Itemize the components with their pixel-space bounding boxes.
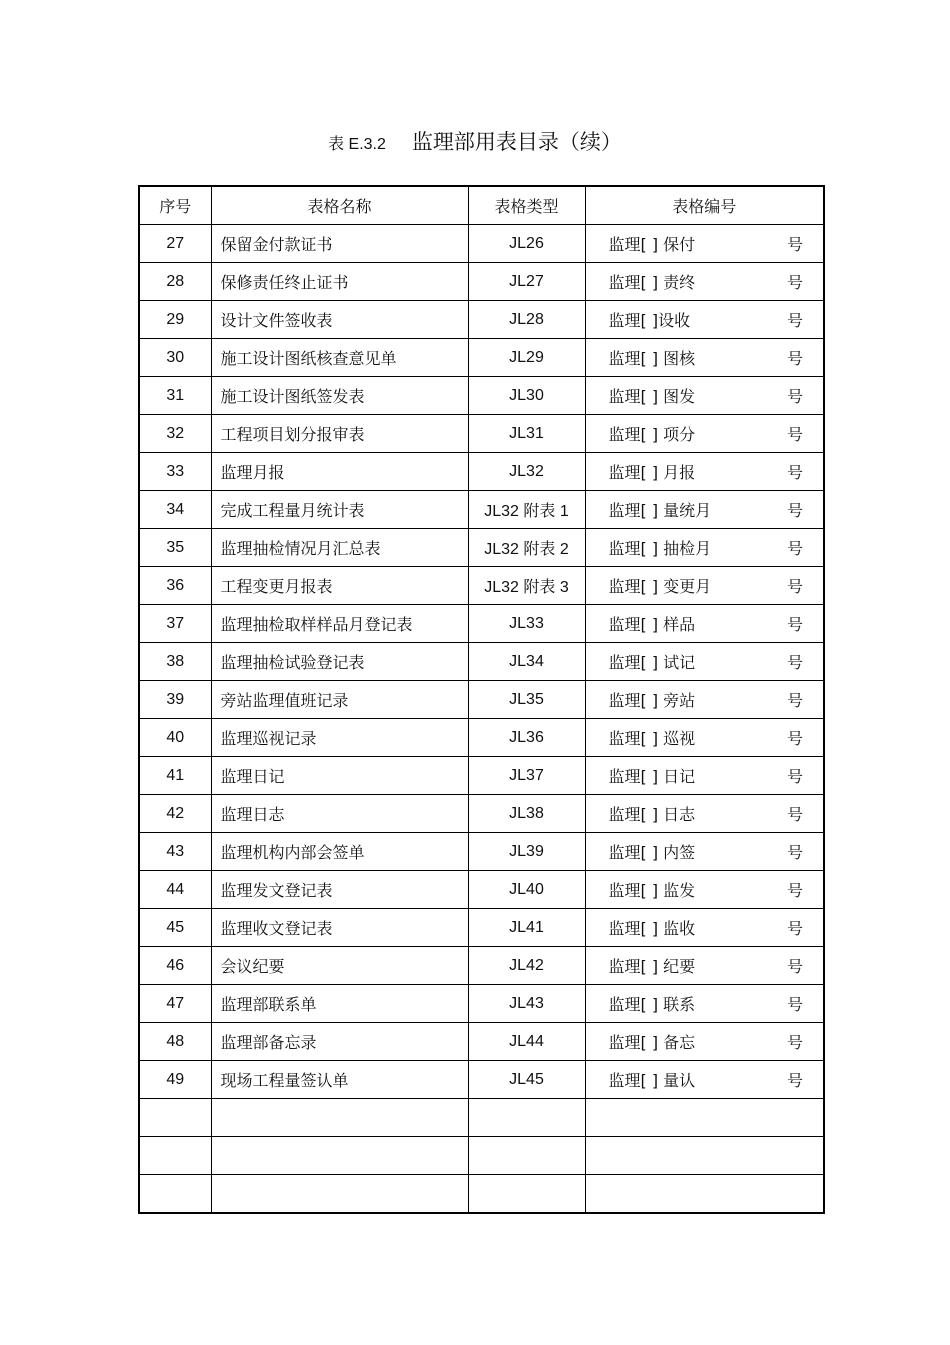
table-row: [139, 947, 824, 985]
row-form-code: 监理[ ] 内签: [608, 843, 696, 862]
row-serial-no: [139, 1175, 211, 1214]
row-form-code-cell: [585, 871, 824, 909]
table-row: [139, 1023, 824, 1061]
row-form-name: 工程变更月报表: [211, 567, 468, 605]
row-form-name: 监理收文登记表: [211, 909, 468, 947]
row-serial-no: 47: [139, 985, 211, 1023]
row-form-type: JL27: [468, 263, 585, 301]
form-catalog-table: [138, 185, 825, 1214]
row-number-suffix: 号: [786, 615, 803, 634]
table-row: [139, 567, 824, 605]
row-form-code: 监理[ ] 日记: [608, 767, 696, 786]
row-form-code-cell: [585, 947, 824, 985]
row-form-code-cell: [585, 491, 824, 529]
header-serial-no: 序号: [139, 186, 211, 225]
row-form-type: JL34: [468, 643, 585, 681]
row-form-code: 监理[ ] 监收: [608, 919, 696, 938]
row-form-name: 监理日志: [211, 795, 468, 833]
table-row: [139, 643, 824, 681]
row-form-code-cell: [585, 377, 824, 415]
row-serial-no: 31: [139, 377, 211, 415]
row-form-code: 监理[ ] 抽检月: [608, 539, 712, 558]
table-body: [139, 225, 824, 1214]
row-serial-no: 39: [139, 681, 211, 719]
row-form-code: 监理[ ] 旁站: [608, 691, 696, 710]
row-number-suffix: 号: [786, 425, 803, 444]
row-form-type: JL29: [468, 339, 585, 377]
row-serial-no: 48: [139, 1023, 211, 1061]
row-form-code: 监理[ ] 月报: [608, 463, 696, 482]
row-form-code: 监理[ ] 责终: [608, 273, 696, 292]
row-form-type: JL32 附表 3: [468, 567, 585, 605]
row-form-type: JL32 附表 2: [468, 529, 585, 567]
table-row: [139, 263, 824, 301]
table-row: [139, 757, 824, 795]
table-row: [139, 985, 824, 1023]
row-number-suffix: 号: [786, 1071, 803, 1090]
row-form-name: [211, 1099, 468, 1137]
row-form-code: 监理[ ] 监发: [608, 881, 696, 900]
row-number-suffix: 号: [786, 653, 803, 672]
row-form-name: 监理部联系单: [211, 985, 468, 1023]
row-form-code-cell: [585, 985, 824, 1023]
row-form-code: 监理[ ] 巡视: [608, 729, 696, 748]
row-form-code: 监理[ ] 日志: [608, 805, 696, 824]
table-row: [139, 795, 824, 833]
row-serial-no: 29: [139, 301, 211, 339]
row-form-code: 监理[ ] 保付: [608, 235, 696, 254]
row-form-name: 监理发文登记表: [211, 871, 468, 909]
row-number-suffix: 号: [786, 463, 803, 482]
row-serial-no: 41: [139, 757, 211, 795]
row-form-name: 监理部备忘录: [211, 1023, 468, 1061]
row-form-name: 施工设计图纸签发表: [211, 377, 468, 415]
row-form-code-cell: [585, 1099, 824, 1137]
table-row: [139, 833, 824, 871]
table-row: [139, 377, 824, 415]
row-form-code-cell: [585, 1137, 824, 1175]
row-form-name: 会议纪要: [211, 947, 468, 985]
row-form-type: JL37: [468, 757, 585, 795]
row-form-type: JL43: [468, 985, 585, 1023]
row-number-suffix: 号: [786, 273, 803, 292]
row-number-suffix: 号: [786, 729, 803, 748]
row-form-type: JL35: [468, 681, 585, 719]
row-number-suffix: 号: [786, 539, 803, 558]
row-form-code-cell: [585, 833, 824, 871]
row-form-code: 监理[ ] 试记: [608, 653, 696, 672]
row-form-name: 保留金付款证书: [211, 225, 468, 263]
row-serial-no: 27: [139, 225, 211, 263]
row-form-type: JL33: [468, 605, 585, 643]
row-form-code: 监理[ ] 量认: [608, 1071, 696, 1090]
row-form-code: 监理[ ] 备忘: [608, 1033, 696, 1052]
header-form-type: 表格类型: [468, 186, 585, 225]
row-serial-no: 49: [139, 1061, 211, 1099]
table-row: [139, 301, 824, 339]
table-row: [139, 681, 824, 719]
row-serial-no: 44: [139, 871, 211, 909]
row-form-code-cell: [585, 301, 824, 339]
table-header-row: [139, 186, 824, 225]
row-form-code-cell: [585, 225, 824, 263]
row-form-name: 监理日记: [211, 757, 468, 795]
row-number-suffix: 号: [786, 691, 803, 710]
row-form-name: [211, 1137, 468, 1175]
row-form-name: 施工设计图纸核查意见单: [211, 339, 468, 377]
row-serial-no: [139, 1099, 211, 1137]
row-number-suffix: 号: [786, 235, 803, 254]
row-form-name: [211, 1175, 468, 1214]
table-row: [139, 1099, 824, 1137]
row-form-type: JL26: [468, 225, 585, 263]
row-form-name: 监理巡视记录: [211, 719, 468, 757]
row-number-suffix: 号: [786, 995, 803, 1014]
row-number-suffix: 号: [786, 349, 803, 368]
row-form-code: 监理[ ] 纪要: [608, 957, 696, 976]
header-form-name: 表格名称: [211, 186, 468, 225]
row-form-code: 监理[ ] 样品: [608, 615, 696, 634]
row-number-suffix: 号: [786, 881, 803, 900]
row-form-code-cell: [585, 453, 824, 491]
row-form-name: 保修责任终止证书: [211, 263, 468, 301]
row-form-code: 监理[ ] 量统月: [608, 501, 712, 520]
row-form-code-cell: [585, 605, 824, 643]
row-form-name: 旁站监理值班记录: [211, 681, 468, 719]
row-form-name: 现场工程量签认单: [211, 1061, 468, 1099]
row-form-type: JL32: [468, 453, 585, 491]
row-form-type: JL41: [468, 909, 585, 947]
row-serial-no: 43: [139, 833, 211, 871]
row-form-code-cell: [585, 681, 824, 719]
table-caption: 监理部用表目录（续）: [411, 130, 622, 154]
table-row: [139, 605, 824, 643]
row-form-code-cell: [585, 1175, 824, 1214]
row-number-suffix: 号: [786, 1033, 803, 1052]
table-row: [139, 339, 824, 377]
row-form-code: 监理[ ] 项分: [608, 425, 696, 444]
row-serial-no: 45: [139, 909, 211, 947]
row-serial-no: 38: [139, 643, 211, 681]
row-serial-no: 28: [139, 263, 211, 301]
row-form-code-cell: [585, 1023, 824, 1061]
table-row: [139, 1137, 824, 1175]
row-form-type: JL31: [468, 415, 585, 453]
row-form-code-cell: [585, 909, 824, 947]
row-serial-no: 42: [139, 795, 211, 833]
row-serial-no: 35: [139, 529, 211, 567]
table-row: [139, 529, 824, 567]
row-form-type: JL42: [468, 947, 585, 985]
row-form-code-cell: [585, 757, 824, 795]
row-form-code-cell: [585, 567, 824, 605]
row-form-name: 监理机构内部会签单: [211, 833, 468, 871]
row-form-type: JL45: [468, 1061, 585, 1099]
table-row: [139, 1061, 824, 1099]
row-form-type: JL38: [468, 795, 585, 833]
row-form-code-cell: [585, 529, 824, 567]
row-number-suffix: 号: [786, 767, 803, 786]
table-title: [0, 126, 950, 161]
row-number-suffix: 号: [786, 501, 803, 520]
table-number: 表 E.3.2: [328, 136, 386, 153]
table-row: [139, 415, 824, 453]
row-form-type: JL28: [468, 301, 585, 339]
table-row: [139, 719, 824, 757]
row-serial-no: [139, 1137, 211, 1175]
row-form-type: [468, 1175, 585, 1214]
table-row: [139, 1175, 824, 1214]
row-form-code: 监理[ ] 联系: [608, 995, 696, 1014]
row-form-name: 工程项目划分报审表: [211, 415, 468, 453]
table-row: [139, 225, 824, 263]
row-form-code-cell: [585, 643, 824, 681]
row-form-type: JL32 附表 1: [468, 491, 585, 529]
row-serial-no: 46: [139, 947, 211, 985]
row-form-code: 监理[ ] 变更月: [608, 577, 712, 596]
row-form-type: JL40: [468, 871, 585, 909]
table-row: [139, 491, 824, 529]
row-form-name: 监理抽检试验登记表: [211, 643, 468, 681]
row-form-code-cell: [585, 795, 824, 833]
table-row: [139, 453, 824, 491]
row-form-name: 监理抽检情况月汇总表: [211, 529, 468, 567]
row-form-type: [468, 1099, 585, 1137]
row-form-type: JL36: [468, 719, 585, 757]
row-form-code-cell: [585, 339, 824, 377]
row-form-code-cell: [585, 1061, 824, 1099]
row-form-name: 监理月报: [211, 453, 468, 491]
table-row: [139, 909, 824, 947]
row-serial-no: 36: [139, 567, 211, 605]
row-number-suffix: 号: [786, 577, 803, 596]
row-form-type: JL44: [468, 1023, 585, 1061]
row-number-suffix: 号: [786, 919, 803, 938]
row-number-suffix: 号: [786, 957, 803, 976]
row-number-suffix: 号: [786, 387, 803, 406]
row-form-code-cell: [585, 415, 824, 453]
row-form-code: 监理[ ]设收: [608, 311, 691, 330]
row-form-code: 监理[ ] 图发: [608, 387, 696, 406]
row-form-type: JL39: [468, 833, 585, 871]
row-number-suffix: 号: [786, 805, 803, 824]
row-form-code-cell: [585, 719, 824, 757]
row-serial-no: 33: [139, 453, 211, 491]
row-serial-no: 34: [139, 491, 211, 529]
row-serial-no: 40: [139, 719, 211, 757]
row-number-suffix: 号: [786, 843, 803, 862]
row-serial-no: 30: [139, 339, 211, 377]
row-form-type: [468, 1137, 585, 1175]
row-number-suffix: 号: [786, 311, 803, 330]
table-row: [139, 871, 824, 909]
row-serial-no: 32: [139, 415, 211, 453]
row-form-name: 完成工程量月统计表: [211, 491, 468, 529]
row-form-name: 监理抽检取样样品月登记表: [211, 605, 468, 643]
header-form-code: 表格编号: [585, 186, 824, 225]
row-form-type: JL30: [468, 377, 585, 415]
row-form-code: 监理[ ] 图核: [608, 349, 696, 368]
row-serial-no: 37: [139, 605, 211, 643]
row-form-name: 设计文件签收表: [211, 301, 468, 339]
row-form-code-cell: [585, 263, 824, 301]
